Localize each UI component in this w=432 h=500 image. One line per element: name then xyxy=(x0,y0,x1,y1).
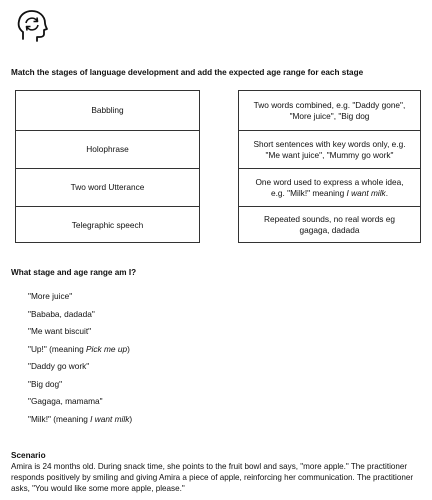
description-cell xyxy=(239,91,420,130)
scenario-body: Amira is 24 months old. During snack time, she points to the fruit bowl and says, "more apple." The practitioner responds positively by smiling and giving Amira a piece of apple, reinforcing her communication. The practitioner asks, "You would like some more apple, please." xyxy=(11,462,414,493)
description-line: Two words combined, e.g. "Daddy gone", xyxy=(253,99,406,110)
description-italic: I want milk xyxy=(346,187,386,198)
quote-item xyxy=(28,309,132,327)
quote-text: "Big dog" xyxy=(28,378,63,389)
stage-cell: Babbling xyxy=(91,105,124,115)
quote-text: ) xyxy=(129,413,133,424)
description-cell xyxy=(239,130,420,168)
quote-item xyxy=(28,344,132,362)
stage-cell: Two word Utterance xyxy=(16,168,199,206)
description-line: Short sentences with key words only, e.g. xyxy=(253,138,406,149)
quote-text: "Up!" (meaning xyxy=(28,343,87,354)
quote-text: ) xyxy=(127,343,130,354)
quiz-heading: What stage and age range am I? xyxy=(11,268,137,277)
quote-italic: Pick me up xyxy=(86,343,128,354)
scenario-heading: Scenario xyxy=(11,451,46,460)
quote-italic: I want milk xyxy=(90,413,130,424)
description-line: "More juice", "Big dog xyxy=(289,110,370,121)
quote-item xyxy=(28,361,132,379)
stage-cell: Telegraphic speech xyxy=(16,206,199,243)
stages-table xyxy=(15,90,200,243)
match-heading: Match the stages of language development and add the expected age range for each stage xyxy=(11,68,364,77)
quote-item xyxy=(28,326,132,344)
quote-text: "Bababa, dadada" xyxy=(28,308,95,319)
head-with-cycle-arrows-icon xyxy=(14,8,50,44)
description-line: e.g. "Milk!" meaning xyxy=(270,187,347,198)
quote-text: "Me want biscuit" xyxy=(28,326,92,336)
description-line: "Me want juice", "Mummy go work" xyxy=(265,149,394,160)
quote-text: "Daddy go work" xyxy=(28,361,90,371)
quote-item xyxy=(28,379,132,397)
quote-item xyxy=(28,291,132,309)
quote-item xyxy=(28,414,132,432)
description-line: . xyxy=(385,187,389,198)
description-line: One word used to express a whole idea, xyxy=(255,176,404,187)
description-line: gagaga, dadada xyxy=(299,225,360,235)
quote-text: "Gagaga, mamama" xyxy=(28,396,103,406)
quote-text: "Milk!" (meaning xyxy=(28,413,91,424)
description-cell xyxy=(239,168,420,206)
quote-list xyxy=(28,291,132,431)
description-cell xyxy=(239,206,420,243)
descriptions-table xyxy=(238,90,421,243)
quote-item xyxy=(28,396,132,414)
description-line: Repeated sounds, no real words eg xyxy=(264,214,395,224)
stage-cell: Holophrase xyxy=(16,130,199,168)
quote-text: "More juice" xyxy=(28,291,73,301)
